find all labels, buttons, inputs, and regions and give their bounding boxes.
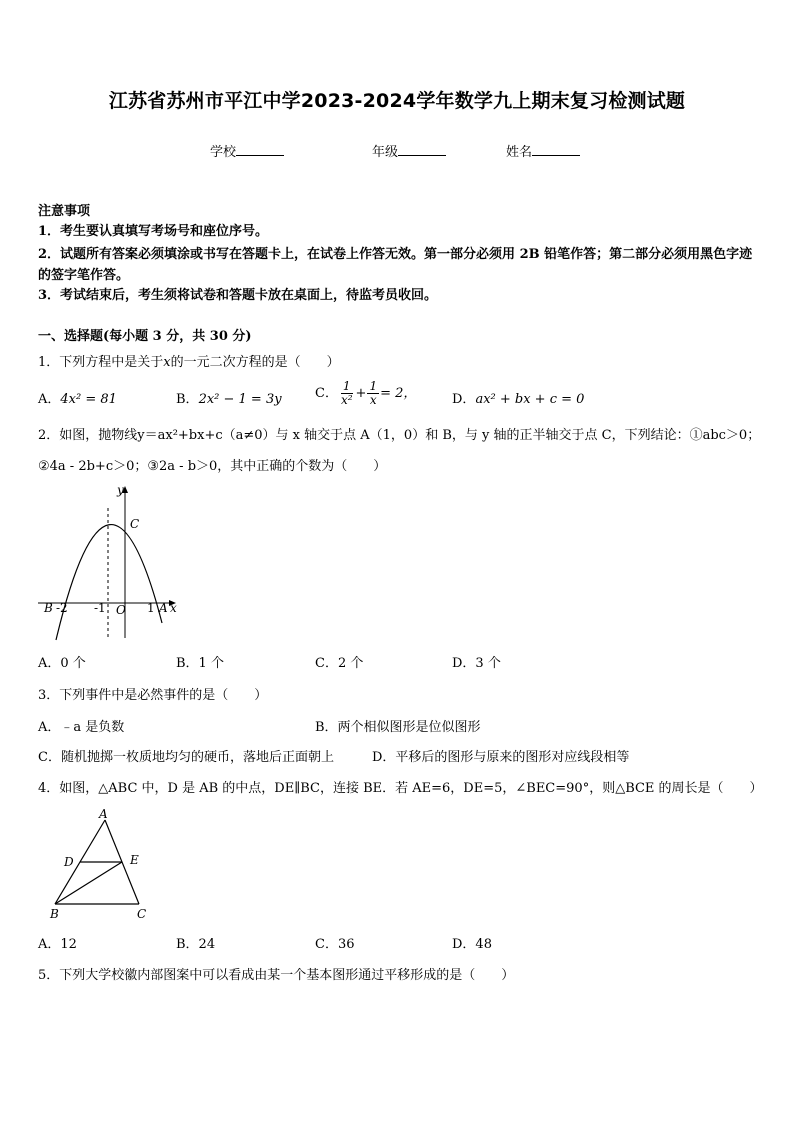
parabola-curve — [56, 525, 162, 640]
point-b-label: B — [44, 601, 53, 615]
q1-a-expr: 4x² = 81 — [60, 392, 117, 407]
name-field — [506, 141, 580, 160]
question-2-line-1: 2．如图，抛物线y＝ax²+bx+c（a≠0）与 x 轴交于点 A（1，0）和 B，与 y 轴的正半轴交于点 C，下列结论：①abc＞0； — [38, 428, 761, 443]
q2-option-d[interactable]: D．3 个 — [452, 656, 501, 671]
q1-c-fraction-1: $\frac{1}{\text{x²}}$ — [340, 379, 353, 407]
q1-c-rest: = 2， — [380, 386, 417, 401]
q2-option-a[interactable]: A．0 个 — [38, 656, 86, 671]
x-axis-label: x — [170, 601, 177, 615]
point-e-label: E — [130, 853, 139, 867]
vertex-b-label: B — [50, 907, 59, 921]
question-5-stem: 5．下列大学校徽内部图案中可以看成由某一个基本图形通过平移形成的是（ ） — [38, 968, 515, 983]
tick-minus-1: -1 — [94, 601, 106, 615]
notice-item-1: 1．考生要认真填写考场号和座位序号。 — [38, 224, 269, 239]
notice-item-3: 3．考试结束后，考生须将试卷和答题卡放在桌面上，待监考员收回。 — [38, 288, 438, 303]
page-title: 江苏省苏州市平江中学2023-2024学年数学九上期末复习检测试题 — [108, 90, 686, 112]
q1-option-c[interactable] — [315, 380, 416, 407]
q1-stem-pre: 1．下列方程中是关于 — [38, 355, 164, 370]
name-label: 姓名 — [506, 145, 533, 160]
triangle-figure — [44, 806, 164, 926]
q1-c-fraction-2: $\frac{1}{x}$ — [369, 379, 378, 407]
q1-stem-var: x — [163, 355, 171, 370]
q1-option-d[interactable] — [452, 390, 584, 409]
school-label: 学校 — [210, 145, 237, 160]
q1-option-a[interactable] — [38, 390, 117, 409]
q1-stem-post: 的一元二次方程的是（ ） — [170, 355, 340, 370]
q1-a-label: A． — [38, 392, 61, 407]
q1-b-expr: 2x² − 1 = 3y — [198, 392, 282, 407]
point-c-label: C — [130, 517, 140, 531]
q1-d-expr: ax² + bx + c = 0 — [475, 392, 585, 407]
point-a-label: A — [159, 601, 168, 615]
q2-option-b[interactable]: B．1 个 — [176, 656, 224, 671]
q4-option-c[interactable]: C．36 — [315, 937, 355, 952]
question-1-stem — [38, 353, 340, 372]
school-blank[interactable] — [236, 144, 284, 156]
point-d-label: D — [64, 855, 74, 869]
question-2-line-2: ②4a - 2b+c＞0；③2a - b＞0，其中正确的个数为（ ） — [38, 459, 387, 474]
grade-blank[interactable] — [398, 144, 446, 156]
q3-option-d[interactable]: D．平移后的图形与原来的图形对应线段相等 — [372, 750, 630, 765]
tick-minus-2: -2 — [56, 601, 68, 615]
q3-option-c[interactable]: C．随机抛掷一枚质地均匀的硬币，落地后正面朝上 — [38, 750, 334, 765]
question-4-stem: 4．如图，△ABC 中，D 是 AB 的中点，DE∥BC，连接 BE．若 AE=6，DE=5，∠BEC=90°，则△BCE 的周长是（ ） — [38, 781, 763, 796]
tick-1: 1 — [147, 601, 155, 615]
q4-option-b[interactable]: B．24 — [176, 937, 216, 952]
q2-option-c[interactable]: C．2 个 — [315, 656, 364, 671]
q4-option-d[interactable]: D．48 — [452, 937, 492, 952]
q1-c-plus: + — [355, 386, 367, 401]
parabola-graph — [34, 478, 184, 643]
q3-option-b[interactable]: B．两个相似图形是位似图形 — [315, 720, 481, 735]
grade-field — [372, 141, 446, 160]
q1-d-label: D． — [452, 392, 476, 407]
name-blank[interactable] — [532, 144, 580, 156]
school-field — [210, 141, 284, 160]
y-axis-label: y — [117, 483, 124, 497]
origin-label: O — [116, 603, 126, 617]
vertex-c-label: C — [137, 907, 147, 921]
notice-item-2: 2．试题所有答案必须填涂或书写在答题卡上，在试卷上作答无效。第一部分必须用 2B 铅笔作答；第二部分必须用黑色字迹的签字笔作答。 — [38, 247, 753, 283]
vertex-a-label: A — [99, 807, 108, 821]
section-heading: 一、选择题(每小题 3 分，共 30 分) — [38, 329, 252, 344]
question-3-stem: 3．下列事件中是必然事件的是（ ） — [38, 688, 268, 703]
q1-c-label: C． — [315, 386, 338, 401]
q3-option-a[interactable]: A．﹣a 是负数 — [38, 720, 125, 735]
grade-label: 年级 — [372, 145, 399, 160]
q4-option-a[interactable]: A．12 — [38, 937, 77, 952]
q1-option-b[interactable] — [176, 390, 282, 409]
notice-heading: 注意事项 — [38, 204, 91, 219]
q1-b-label: B． — [176, 392, 199, 407]
